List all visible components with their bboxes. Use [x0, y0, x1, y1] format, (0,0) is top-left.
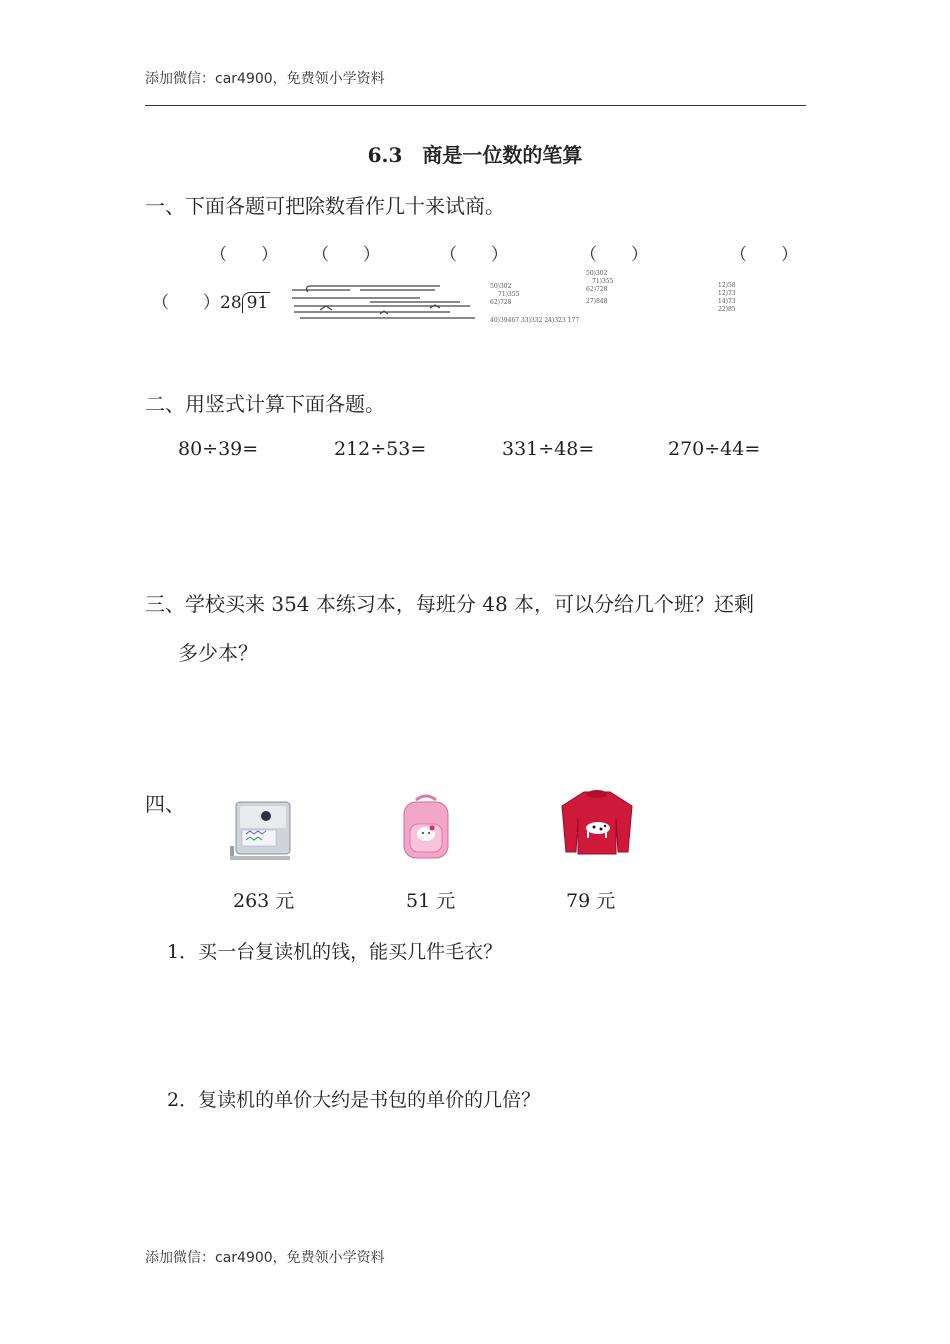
header-rule: [145, 105, 806, 106]
expression-1: 80÷39=: [178, 438, 259, 460]
answer-blank-3[interactable]: （ ）: [440, 245, 508, 265]
price-sweater: 79 元: [566, 890, 616, 912]
section3-question: 三、学校买来 354 本练习本，每班分 48 本，可以分给几个班？还剩: [145, 592, 755, 616]
small-problem: 62)728: [490, 299, 512, 306]
section3-question-cont: 多少本？: [178, 641, 258, 665]
backpack-image: [398, 794, 454, 862]
small-problem: 33)332: [520, 317, 543, 324]
section2-heading: 二、用竖式计算下面各题。: [145, 392, 385, 416]
small-problem: 12)58: [718, 282, 736, 289]
small-problem: 62)728: [586, 286, 608, 293]
question-1: 1．买一台复读机的钱，能买几件毛衣？: [167, 941, 503, 963]
question-2: 2．复读机的单价大约是书包的单价的几倍？: [167, 1089, 541, 1111]
price-backpack: 51 元: [406, 890, 456, 912]
small-problem: 177: [567, 317, 580, 324]
page-title: 6.3 商是一位数的笔算: [367, 143, 583, 167]
small-problem: 27)848: [586, 298, 608, 305]
problem-1-dividend: 91: [242, 292, 271, 313]
small-problem: 40)39467: [490, 317, 520, 324]
small-problem: 50)302: [586, 270, 608, 277]
small-problems-cluster-3: [586, 270, 613, 306]
small-problem: 22)85: [718, 306, 736, 313]
price-cassette-player: 263 元: [233, 890, 295, 912]
answer-blank-2[interactable]: （ ）: [312, 245, 380, 265]
small-problem: 24)323: [544, 317, 566, 324]
small-problem: 50)302: [490, 283, 512, 290]
expression-3: 331÷48=: [502, 438, 595, 460]
sweater-image: [558, 788, 636, 858]
page-footer: 添加微信：car4900，免费领小学资料: [145, 1250, 385, 1266]
page-header: 添加微信：car4900，免费领小学资料: [145, 71, 385, 87]
small-problem: 71)355: [592, 278, 614, 285]
problem-1-blank[interactable]: （ ）: [152, 293, 220, 313]
small-problems-cluster-4: [718, 282, 736, 314]
answer-blank-5[interactable]: （ ）: [730, 245, 798, 265]
small-problem: 12)73: [718, 290, 736, 297]
answer-blank-4[interactable]: （ ）: [580, 245, 648, 265]
section1-heading: 一、下面各题可把除数看作几十来试商。: [145, 194, 505, 218]
expression-4: 270÷44=: [668, 438, 761, 460]
answer-blank-1[interactable]: （ ）: [210, 245, 278, 265]
small-problem: 71)355: [498, 291, 520, 298]
small-problems-cluster-1: [290, 282, 480, 324]
small-problems-cluster-2: [490, 283, 579, 325]
cassette-player-image: [226, 796, 294, 866]
small-problem: 14)73: [718, 298, 736, 305]
expression-2: 212÷53=: [334, 438, 427, 460]
problem-1-divisor: 28: [220, 293, 242, 313]
division-problem-1: [152, 288, 270, 313]
section4-heading: 四、: [145, 792, 185, 816]
